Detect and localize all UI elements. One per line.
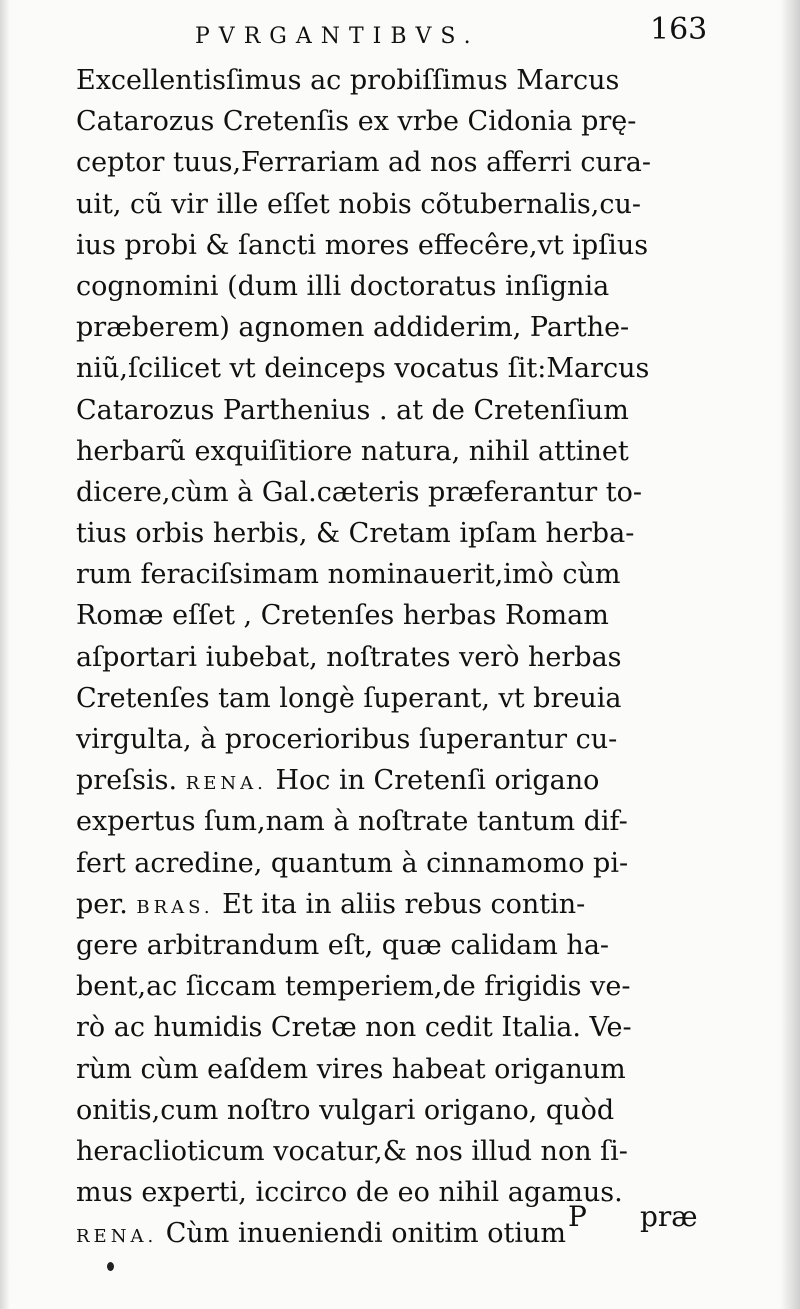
text-segment: rùm cùm eaſdem vires habeat origanum <box>76 1053 626 1085</box>
footer-line <box>568 1200 738 1240</box>
page-edge-shadow <box>780 0 800 1309</box>
text-segment: herbarũ exquiſitiore natura, nihil attinet <box>76 435 629 467</box>
text-segment: Cretenſes tam longè ſuperant, vt breuia <box>76 682 622 714</box>
body-text <box>76 60 736 1254</box>
page-gutter-shadow <box>0 0 10 1309</box>
text-line <box>76 266 736 307</box>
text-segment: Catarozus Cretenſis ex vrbe Cidonia prę- <box>76 106 637 138</box>
text-segment: dicere,cùm à Gal.cæteris præferantur to- <box>76 476 642 508</box>
text-line <box>76 554 736 595</box>
text-segment: Catarozus Parthenius . at de Cretenſium <box>76 394 629 426</box>
text-segment: preſsis. <box>76 765 186 797</box>
text-segment: fert acredine, quantum à cinnamomo pi- <box>76 847 629 879</box>
ink-dot-mark <box>107 1262 114 1271</box>
text-line <box>76 184 736 225</box>
text-line <box>76 60 736 101</box>
speaker-name: RENA. <box>185 773 267 795</box>
text-segment: mus experti, iccirco de eo nihil agamus. <box>76 1177 623 1209</box>
page-number: 163 <box>650 12 708 47</box>
text-segment: ceptor tuus,Ferrariam ad nos afferri cura- <box>76 147 651 179</box>
text-line <box>76 678 736 719</box>
text-line <box>76 637 736 678</box>
text-segment: Cùm inueniendi onitim otium <box>157 1218 566 1250</box>
signature-mark: P <box>568 1200 587 1233</box>
text-segment: uit, cũ vir ille eſſet nobis cõtubernalis,cu- <box>76 188 641 220</box>
text-segment: expertus ſum,nam à noſtrate tantum dif- <box>76 806 628 838</box>
text-segment: cognomini (dum illi doctoratus inſignia <box>76 270 610 302</box>
text-line <box>76 390 736 431</box>
text-line <box>76 1131 736 1172</box>
text-line <box>76 801 736 842</box>
catchword: præ <box>640 1200 698 1233</box>
text-line <box>76 225 736 266</box>
text-segment: Romæ eſſet , Cretenſes herbas Romam <box>76 600 609 632</box>
text-segment: aſportari iubebat, noſtrates verò herbas <box>76 641 622 673</box>
text-line <box>76 719 736 760</box>
text-line <box>76 142 736 183</box>
text-segment: tius orbis herbis, & Cretam ipſam herba- <box>76 518 635 550</box>
text-line <box>76 966 736 1007</box>
text-line <box>76 843 736 884</box>
text-segment: virgulta, à procerioribus ſuperantur cu- <box>76 724 618 755</box>
text-segment: heraclioticum vocatur,& nos illud non ſi- <box>76 1135 628 1167</box>
text-line <box>76 925 736 966</box>
text-segment: Excellentisſimus ac probiſſimus Marcus <box>76 65 620 96</box>
text-segment: rum feraciſsimam nominauerit,imò cùm <box>76 559 621 591</box>
text-line <box>76 101 736 142</box>
text-line <box>76 348 736 389</box>
text-line <box>76 513 736 554</box>
speaker-name: RENA. <box>76 1226 158 1248</box>
text-segment: per. <box>76 888 137 920</box>
text-line <box>76 307 736 348</box>
text-line <box>76 431 736 472</box>
text-line <box>76 472 736 513</box>
text-segment: præberem) agnomen addiderim, Parthe- <box>76 312 630 344</box>
text-line <box>76 1007 736 1048</box>
text-line <box>76 884 736 925</box>
text-segment: Et ita in aliis rebus contin- <box>213 888 586 920</box>
speaker-name: BRAS. <box>136 896 214 918</box>
text-segment: rò ac humidis Cretæ non cedit Italia. Ve- <box>76 1012 632 1044</box>
text-line <box>76 760 736 801</box>
running-head: PVRGANTIBVS. <box>195 24 480 49</box>
text-segment: onitis,cum noſtro vulgari origano, quòd <box>76 1094 615 1126</box>
text-segment: gere arbitrandum eſt, quæ calidam ha- <box>76 929 610 961</box>
text-line <box>76 1090 736 1131</box>
text-segment: bent,ac ſiccam temperiem,de frigidis ve- <box>76 971 631 1003</box>
text-line <box>76 595 736 636</box>
text-segment: niũ,ſcilicet vt deinceps vocatus ſit:Marcus <box>76 353 650 385</box>
text-segment: Hoc in Cretenſi origano <box>266 765 600 797</box>
text-segment: ius probi & ſancti mores effecêre,vt ipſius <box>76 229 649 261</box>
text-line <box>76 1049 736 1090</box>
